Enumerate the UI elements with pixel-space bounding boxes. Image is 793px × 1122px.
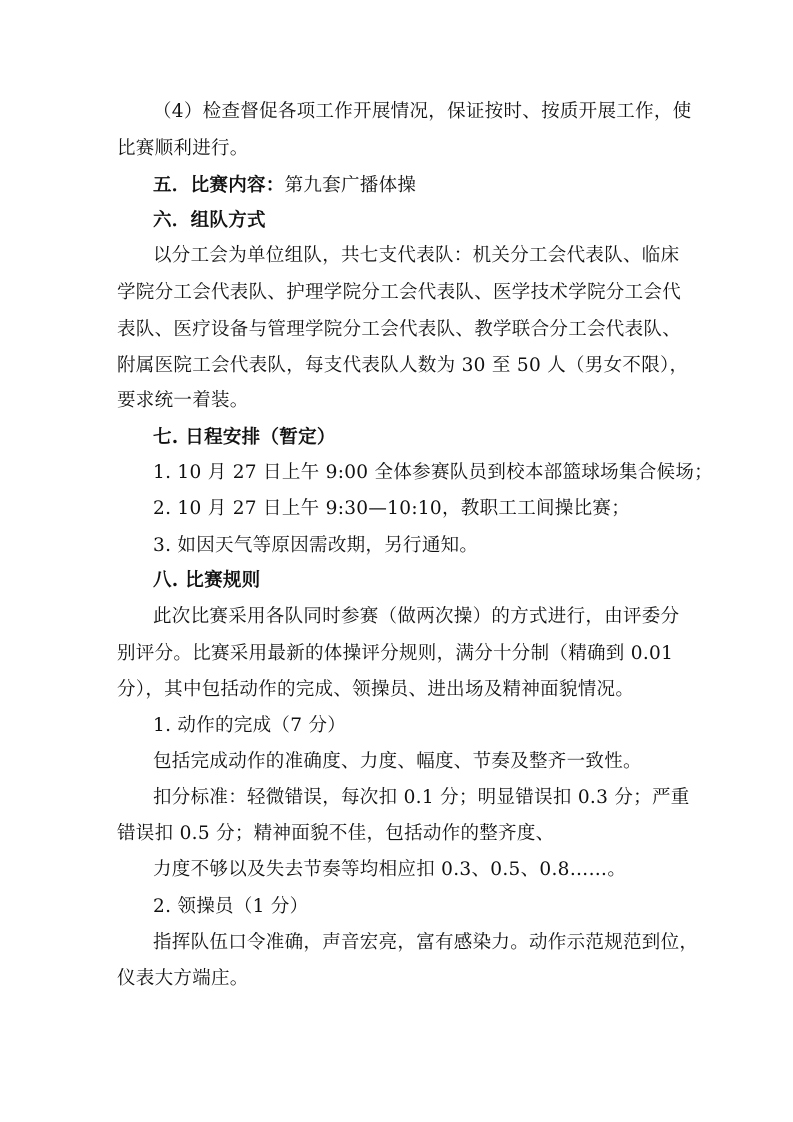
section-7-item-2: 2. 10 月 27 日上午 9:30—10:10，教职工工间操比赛；: [153, 498, 630, 519]
section-6-heading: 六．组队方式: [153, 210, 266, 231]
section-8-heading: 八. 比赛规则: [153, 570, 261, 591]
section-6-line-5: 要求统一着装。: [117, 390, 249, 411]
section-5-line: [153, 173, 416, 199]
section-7-heading: 七. 日程安排（暂定）: [153, 427, 336, 448]
paragraph-4-line-1: （4）检查督促各项工作开展情况，保证按时、按质开展工作，使: [153, 101, 692, 122]
section-8-sub-1-deduct-2: 错误扣 0.5 分；精神面貌不佳，包括动作的整齐度、: [117, 823, 555, 844]
section-8-subheading-1: 1. 动作的完成（7 分）: [153, 715, 347, 736]
section-7-item-1: 1. 10 月 27 日上午 9:00 全体参赛队员到校本部篮球场集合候场；: [153, 462, 713, 483]
section-8-sub-1-deduct-3: 力度不够以及失去节奏等均相应扣 0.3、0.5、0.8……。: [153, 859, 627, 880]
section-5-text: 第九套广播体操: [284, 175, 417, 196]
section-5-heading: 五．比赛内容：: [153, 175, 285, 196]
section-8-line-2: 别评分。比赛采用最新的体操评分规则，满分十分制（精确到 0.01: [117, 643, 674, 664]
section-8-subheading-2: 2. 领操员（1 分）: [153, 896, 309, 917]
section-8-sub-1-text: 包括完成动作的准确度、力度、幅度、节奏及整齐一致性。: [153, 751, 642, 772]
section-8-sub-2-line-2: 仪表大方端庄。: [117, 968, 249, 989]
section-6-line-1: 以分工会为单位组队，共七支代表队：机关分工会代表队、临床: [153, 245, 680, 266]
section-6-line-3: 表队、医疗设备与管理学院分工会代表队、教学联合分工会代表队、: [117, 319, 682, 340]
section-8-sub-1-deduct-1: 扣分标准：轻微错误，每次扣 0.1 分；明显错误扣 0.3 分；严重: [153, 787, 690, 808]
section-8-line-1: 此次比赛采用各队同时参赛（做两次操）的方式进行，由评委分: [153, 606, 680, 627]
section-8-sub-2-line-1: 指挥队伍口令准确，声音宏亮，富有感染力。动作示范规范到位，: [153, 932, 699, 953]
paragraph-4-line-2: 比赛顺利进行。: [117, 138, 249, 159]
section-6-line-4: 附属医院工会代表队，每支代表队人数为 30 至 50 人（男女不限），: [117, 355, 689, 376]
section-6-line-2: 学院分工会代表队、护理学院分工会代表队、医学技术学院分工会代: [117, 282, 682, 303]
section-8-line-3: 分），其中包括动作的完成、领操员、进出场及精神面貌情况。: [117, 679, 635, 700]
section-7-item-3: 3. 如因天气等原因需改期，另行通知。: [153, 535, 479, 556]
